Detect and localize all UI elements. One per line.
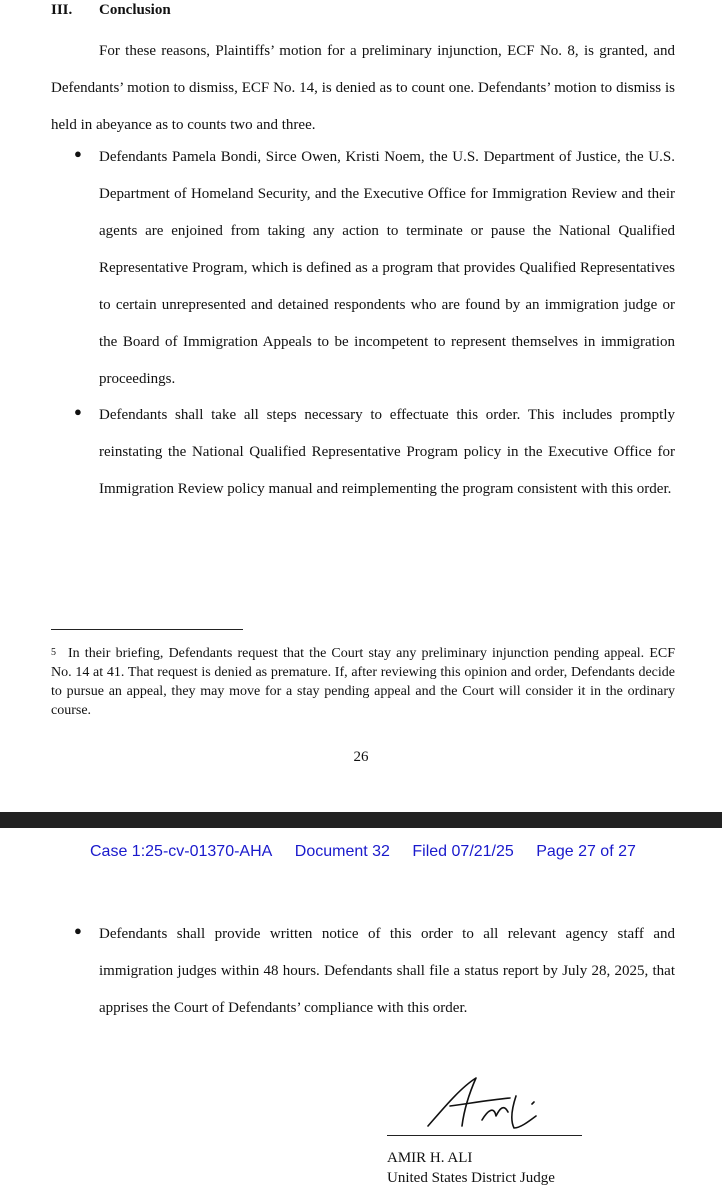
- judge-title: United States District Judge: [387, 1170, 555, 1186]
- bullet-icon: ●: [74, 923, 82, 938]
- case-number: Case 1:25-cv-01370-AHA: [90, 843, 273, 860]
- order-bullet-3: Defendants shall provide written notice of this order to all relevant agency staff and immigration judges within 48 hours. Defendants shall file a status report by July 28, 2025, that apprises the Court of Defendants’ compliance with this order.: [99, 926, 675, 1016]
- section-heading: [51, 2, 171, 19]
- footnote-separator: [51, 629, 243, 630]
- order-bullet-1: Defendants Pamela Bondi, Sirce Owen, Kristi Noem, the U.S. Department of Justice, the U.S. Department of Homeland Security, and the Executive Office for Immigration Review and their agents are enjoined from taking any action to terminate or pause the National Qualified Representative Program, which is defined as a program that provides Qualified Representatives to certain unrepresented and detained respondents who are found by an immigration judge or the Board of Immigration Appeals to be incompetent to represent themselves in immigration proceedings.: [99, 149, 675, 387]
- filed-date: Filed 07/21/25: [412, 843, 514, 860]
- page-number: 26: [353, 749, 369, 765]
- section-number: III.: [51, 2, 73, 18]
- page-divider: [0, 812, 722, 828]
- footnote-marker: 5: [51, 647, 56, 658]
- footnote-text: In their briefing, Defendants request that the Court stay any preliminary injunction pending appeal. ECF No. 14 at 41. That request is denied as premature. If, after reviewing this opinion and order, Defendants decide to pursue an appeal, they may move for a stay pending appeal and the Court will consider it in the ordinary course.: [51, 646, 675, 718]
- page-count: Page 27 of 27: [536, 843, 636, 860]
- judge-name: AMIR H. ALI: [387, 1150, 473, 1166]
- footnote: [51, 644, 675, 720]
- bullet-icon: ●: [74, 404, 82, 419]
- order-bullet-2: Defendants shall take all steps necessary to effectuate this order. This includes promptly reinstating the National Qualified Representative Program policy in the Executive Office for Immigration Review policy manual and reimplementing the program consistent with this order.: [99, 407, 675, 497]
- intro-paragraph: For these reasons, Plaintiffs’ motion for a preliminary injunction, ECF No. 8, is granted, and Defendants’ motion to dismiss, ECF No. 14, is denied as to count one. Defendants’ motion to dismiss is held in abeyance as to counts two and three.: [51, 43, 675, 133]
- handwritten-signature: [420, 1070, 550, 1138]
- bullet-icon: ●: [74, 146, 82, 161]
- case-header: [90, 843, 654, 861]
- section-title: Conclusion: [99, 2, 171, 18]
- document-number: Document 32: [294, 843, 390, 860]
- signature-line: [387, 1135, 582, 1136]
